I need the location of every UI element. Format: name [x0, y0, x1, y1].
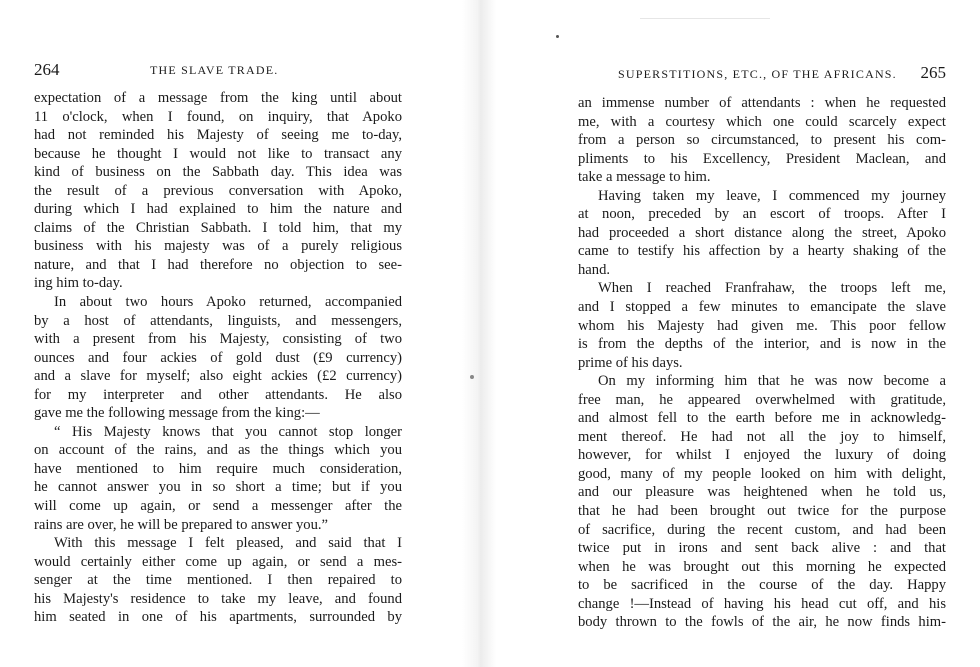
- right-page-number: 265: [920, 63, 946, 82]
- text-line: will come up again, or send a messenger after the: [34, 498, 402, 515]
- text-line: on account of the rains, and as the things which you: [34, 442, 402, 459]
- text-line: and almost fell to the earth before me in acknowledg-: [578, 410, 946, 427]
- text-line: When I reached Franfrahaw, the troops left me,: [598, 280, 946, 297]
- right-text-column: [578, 94, 946, 632]
- text-line: prime of his days.: [578, 354, 683, 371]
- text-line: would certainly either come up again, or send a mes-: [34, 553, 402, 570]
- left-running-title: THE SLAVE TRADE.: [150, 63, 279, 77]
- text-line: me, with a courtesy which one could scarcely expect: [578, 113, 946, 130]
- text-line: is from the depths of the interior, and is now in the: [578, 336, 946, 353]
- text-line: good, many of my people looked on him with delight,: [578, 465, 946, 482]
- text-line: “ His Majesty knows that you cannot stop longer: [54, 423, 402, 440]
- text-line: rains are over, he will be prepared to answer you.”: [34, 516, 329, 533]
- text-line: On my informing him that he was now become a: [598, 373, 946, 390]
- text-line: at noon, preceded by an escort of troops. After I: [578, 206, 946, 223]
- text-line: for my interpreter and other attendants. He also: [34, 386, 402, 403]
- text-line: with a present from his Majesty, consisting of two: [34, 331, 402, 348]
- text-line: and I stopped a few minutes to emancipate the slave: [578, 299, 946, 316]
- text-line: ounces and four ackies of gold dust (£9 currency): [34, 349, 402, 366]
- text-line: body thrown to the fowls of the air, he now finds him-: [578, 614, 946, 631]
- text-line: ment thereof. He had not all the joy to himself,: [578, 428, 946, 445]
- text-line: With this message I felt pleased, and said that I: [54, 535, 402, 552]
- scan-speck: [470, 375, 474, 379]
- right-running-title: SUPERSTITIONS, ETC., OF THE AFRICANS.: [618, 67, 897, 81]
- text-line: twice put in irons and sent back alive : and that: [578, 540, 946, 557]
- text-line: hand.: [578, 261, 611, 278]
- text-line: Having taken my leave, I commenced my journey: [598, 187, 946, 204]
- text-line: to be sacrificed in the course of the day. Happy: [578, 577, 946, 594]
- text-line: however, for whilst I enjoyed the luxury of doing: [578, 447, 946, 464]
- text-line: business with his majesty was of a purely religious: [34, 238, 402, 255]
- left-page-number: 264: [34, 60, 60, 79]
- text-line: In about two hours Apoko returned, accompanied: [54, 294, 402, 311]
- text-line: have mentioned to him require much consideration,: [34, 460, 402, 477]
- text-line: gave me the following message from the king:—: [34, 405, 320, 422]
- text-line: when he was brought out this morning he expected: [578, 558, 946, 575]
- text-line: an immense number of attendants : when he requested: [578, 95, 946, 111]
- text-line: had proceeded a short distance along the street, Apoko: [578, 224, 946, 241]
- text-line: whom his Majesty had given me. This poor fellow: [578, 317, 946, 334]
- text-line: nature, and that I had therefore no objection to see-: [34, 256, 402, 273]
- text-line: free man, he appeared overwhelmed with gratitude,: [578, 391, 946, 408]
- text-line: 11 o'clock, when I found, on inquiry, that Apoko: [34, 108, 402, 125]
- text-line: his Majesty's residence to take my leave, and found: [34, 590, 402, 607]
- left-text-column: [34, 89, 402, 627]
- text-line: and our pleasure was heightened when he told us,: [578, 484, 946, 501]
- text-line: of sacrifice, during the recent custom, and had been: [578, 521, 946, 538]
- text-line: take a message to him.: [578, 169, 711, 186]
- text-line: kind of business on the Sabbath day. This idea was: [34, 164, 402, 181]
- text-line: had not reminded his Majesty of seeing me to-day,: [34, 127, 402, 144]
- text-line: claims of the Christian Sabbath. I told him, that my: [34, 219, 402, 236]
- text-line: pliments to his Excellency, President Maclean, and: [578, 150, 946, 167]
- text-line: by a host of attendants, linguists, and messengers,: [34, 312, 402, 329]
- text-line: him seated in one of his apartments, surrounded by: [34, 609, 402, 626]
- text-line: and a slave for myself; also eight ackies (£2 currency): [34, 368, 402, 385]
- text-line: that he had been brought out twice for the purpose: [578, 503, 946, 520]
- text-line: because he thought I would not like to transact any: [34, 145, 402, 162]
- left-page: [0, 0, 470, 667]
- text-line: ing him to-day.: [34, 275, 123, 292]
- text-line: came to testify his affection by a hearty shaking of the: [578, 243, 946, 260]
- text-line: senger at the time mentioned. I then repaired to: [34, 572, 402, 589]
- text-line: expectation of a message from the king until about: [34, 90, 402, 106]
- text-line: the result of a previous conversation with Apoko,: [34, 182, 402, 199]
- text-line: change !—Instead of having his head cut off, and his: [578, 595, 946, 612]
- text-line: during which I had explained to him the nature and: [34, 201, 402, 218]
- text-line: he cannot answer you in so short a time; but if you: [34, 479, 402, 496]
- text-line: from a person so circumstanced, to present his com-: [578, 132, 946, 149]
